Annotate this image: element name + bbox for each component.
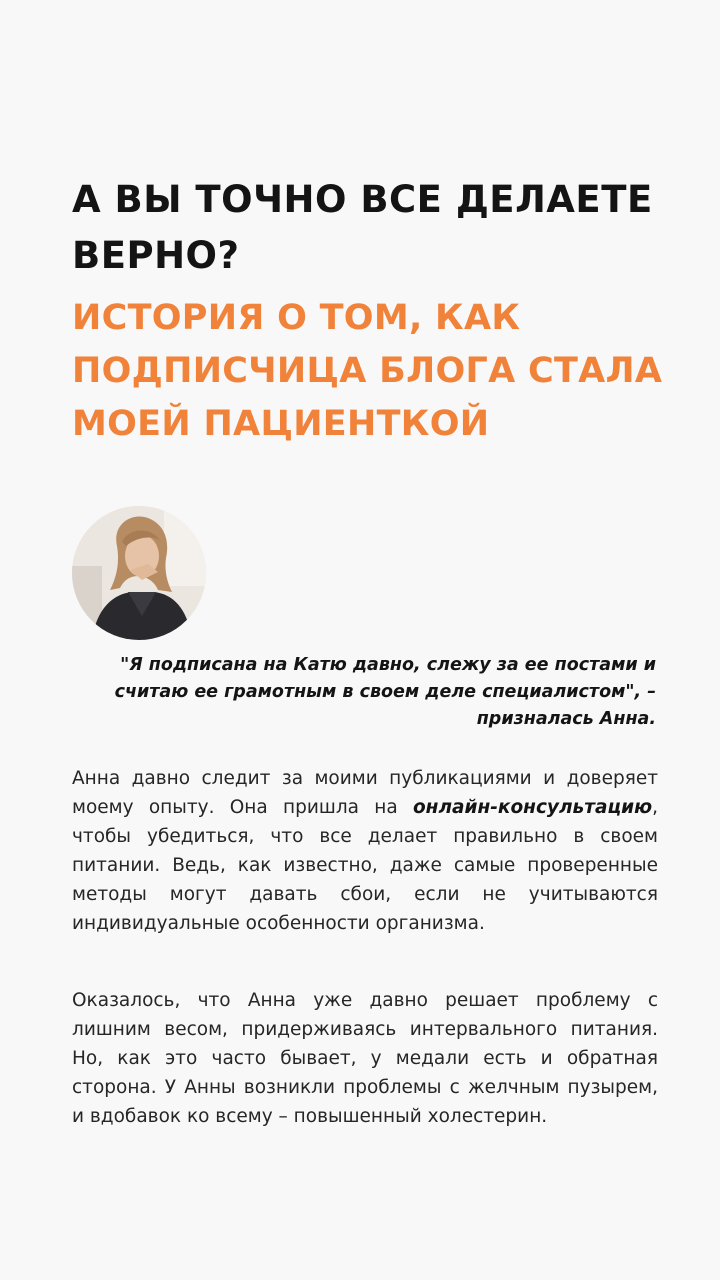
- avatar: [72, 506, 206, 640]
- body-paragraph-1-end: , чтобы убедиться, что все делает правильно в своем питании. Ведь, как известно, даже самые проверенные методы могут давать сбои, если не учитываются индивидуальные особенности организма.: [72, 797, 658, 934]
- page-title: А ВЫ ТОЧНО ВСЕ ДЕЛАЕТЕ ВЕРНО?: [72, 178, 653, 277]
- page-subtitle: ИСТОРИЯ О ТОМ, КАК ПОДПИСЧИЦА БЛОГА СТАЛА МОЕЙ ПАЦИЕНТКОЙ: [72, 298, 663, 444]
- body-paragraph-1-start: Анна давно следит за моими публикациями и доверяет моему опыту. Она пришла на: [72, 768, 658, 818]
- testimonial-quote: "Я подписана на Катю давно, слежу за ее постами и считаю ее грамотным в своем деле специалистом", – призналась Анна.: [114, 655, 656, 729]
- portrait-photo: [72, 506, 206, 640]
- body-paragraph-1: [72, 764, 658, 938]
- online-consultation-emphasis: онлайн-консультацию: [412, 797, 653, 818]
- body-paragraph-2: Оказалось, что Анна уже давно решает проблему с лишним весом, придерживаясь интервального питания. Но, как это часто бывает, у медали есть и обратная сторона. У Анны возникли проблемы с желчным пузырем, и вдобавок ко всему – повышенный холестерин.: [72, 990, 658, 1127]
